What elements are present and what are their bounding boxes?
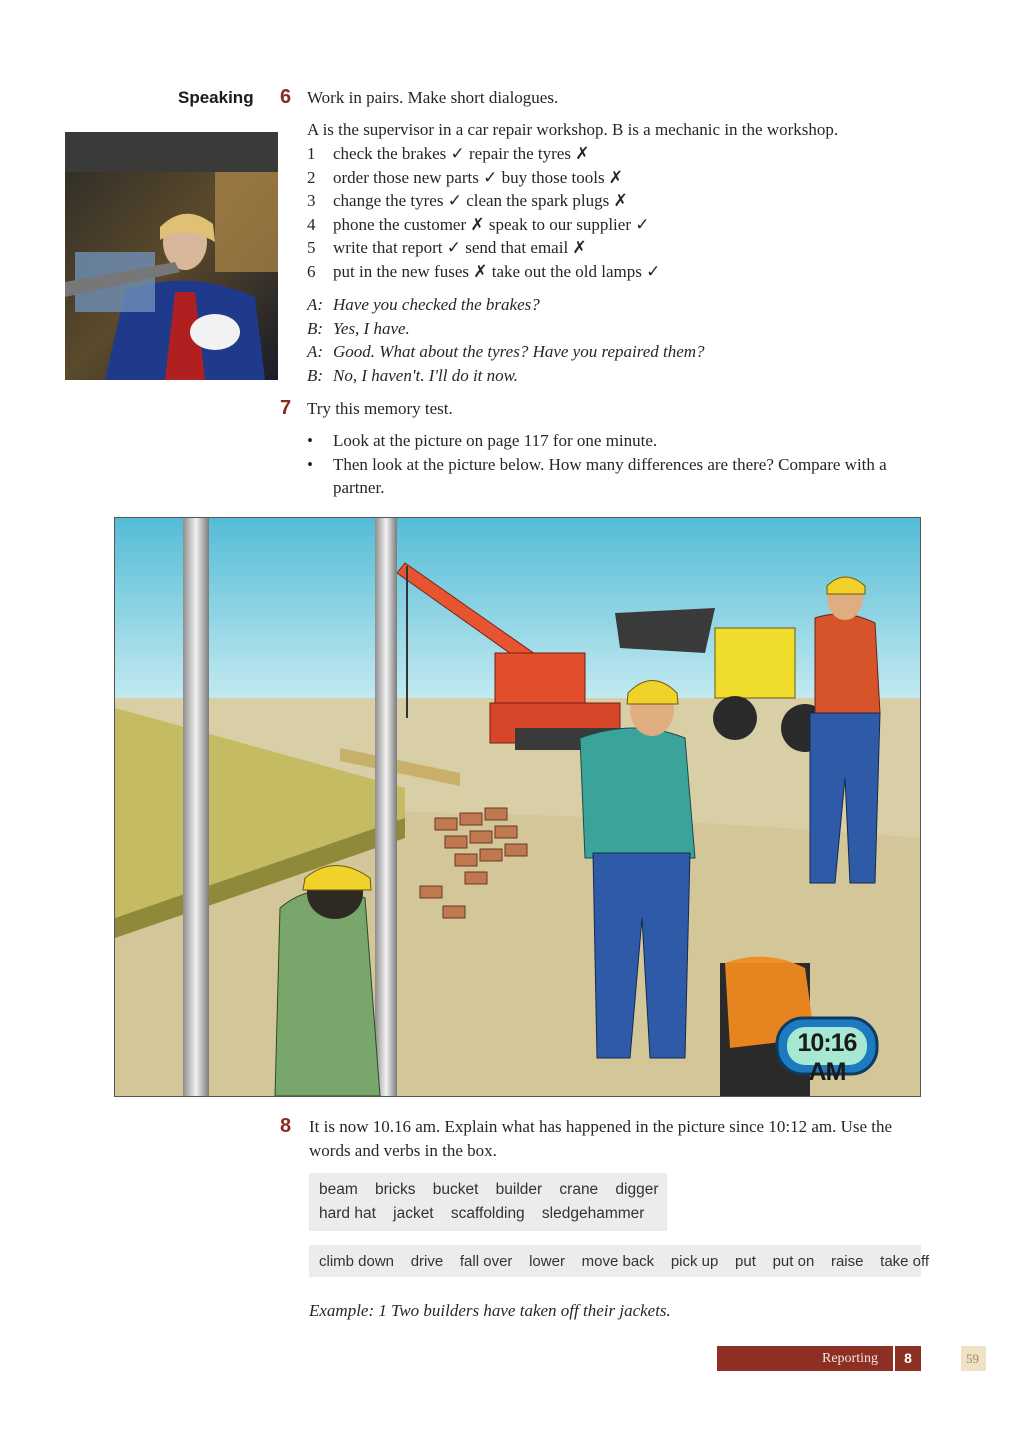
item-number: 6 <box>307 261 316 281</box>
item-number: 3 <box>307 191 316 210</box>
word: put on <box>772 1253 815 1270</box>
section-label: Speaking <box>178 88 254 107</box>
word: fall over <box>459 1253 513 1270</box>
word: put <box>735 1253 756 1270</box>
word-row <box>319 1205 644 1223</box>
item-number: 4 <box>307 214 316 234</box>
word: pick up <box>670 1253 719 1270</box>
dialogue-line <box>307 340 927 364</box>
exercise-8-example: Example: 1 Two builders have taken off their jackets. <box>309 1301 671 1320</box>
dialogue-line <box>307 293 927 317</box>
bullet-item <box>307 429 922 453</box>
word: jacket <box>393 1205 434 1222</box>
list-item <box>307 189 927 213</box>
word: move back <box>581 1253 655 1270</box>
word: raise <box>830 1253 864 1270</box>
line-text: Have you checked the brakes? <box>333 295 540 314</box>
exercise-7-bullets <box>307 429 922 500</box>
word: drive <box>410 1253 444 1270</box>
item-number: 2 <box>307 167 316 187</box>
word: bucket <box>432 1181 479 1198</box>
exercise-6-number: 6 <box>280 86 292 108</box>
speaker: A: <box>307 342 324 361</box>
word: scaffolding <box>450 1205 525 1222</box>
list-item <box>307 213 927 237</box>
item-text: change the tyres ✓ clean the spark plugs ✗ <box>333 191 628 210</box>
list-item <box>307 166 927 190</box>
word: beam <box>319 1181 358 1198</box>
word: lower <box>529 1253 565 1270</box>
word-box-nouns <box>309 1173 667 1231</box>
item-text: put in the new fuses ✗ take out the old lamps ✓ <box>333 261 661 281</box>
exercise-6-list <box>307 142 927 283</box>
exercise-7-number: 7 <box>280 397 292 419</box>
item-text: write that report ✓ send that email ✗ <box>333 238 587 257</box>
exercise-6-context: A is the supervisor in a car repair workshop. B is a mechanic in the workshop. <box>307 120 839 139</box>
page-number: 59 <box>961 1346 986 1371</box>
speaker: B: <box>307 318 324 338</box>
item-number: 5 <box>307 238 316 257</box>
word: sledgehammer <box>541 1205 645 1222</box>
word-row <box>319 1181 659 1199</box>
word-box-verbs <box>309 1245 930 1277</box>
dialogue-line <box>307 317 927 341</box>
speaker: A: <box>307 295 324 314</box>
word: crane <box>559 1181 599 1198</box>
exercise-7-instruction: Try this memory test. <box>307 399 453 418</box>
item-text: phone the customer ✗ speak to our supplier ✓ <box>333 214 650 234</box>
word: hard hat <box>319 1205 376 1222</box>
item-number: 1 <box>307 144 316 163</box>
word: bricks <box>375 1181 416 1198</box>
line-text: Good. What about the tyres? Have you repaired them? <box>333 342 705 361</box>
exercise-8-instruction: It is now 10.16 am. Explain what has happened in the picture since 10:12 am. Use the words and verbs in the box. <box>309 1117 893 1160</box>
exercise-6-instruction: Work in pairs. Make short dialogues. <box>307 88 559 107</box>
bullet-text: Then look at the picture below. How many differences are there? Compare with a partner. <box>333 454 887 497</box>
clock-display: 10:16 AM <box>797 1029 857 1086</box>
list-item <box>307 236 927 260</box>
line-text: No, I haven't. I'll do it now. <box>333 365 518 385</box>
word: climb down <box>319 1253 395 1270</box>
bullet-icon: • <box>307 431 313 450</box>
exercise-6-dialogue <box>307 293 927 387</box>
word: digger <box>615 1181 659 1198</box>
speaker: B: <box>307 365 324 385</box>
word-row <box>319 1253 929 1270</box>
bullet-item <box>307 453 922 500</box>
footer-bar <box>717 1346 921 1371</box>
footer-unit-title: Reporting <box>822 1351 878 1366</box>
dialogue-line <box>307 364 927 388</box>
mechanic-photo <box>65 132 278 380</box>
line-text: Yes, I have. <box>333 318 410 338</box>
word: builder <box>495 1181 543 1198</box>
construction-scene-illustration <box>114 517 921 1097</box>
exercise-8-number: 8 <box>280 1115 292 1137</box>
bullet-text: Look at the picture on page 117 for one minute. <box>333 431 658 450</box>
list-item <box>307 260 927 284</box>
word: take off <box>880 1253 930 1270</box>
bullet-icon: • <box>307 454 313 474</box>
list-item <box>307 142 927 166</box>
footer-unit-number: 8 <box>893 1346 921 1371</box>
item-text: check the brakes ✓ repair the tyres ✗ <box>333 144 590 163</box>
item-text: order those new parts ✓ buy those tools ✗ <box>333 167 624 187</box>
